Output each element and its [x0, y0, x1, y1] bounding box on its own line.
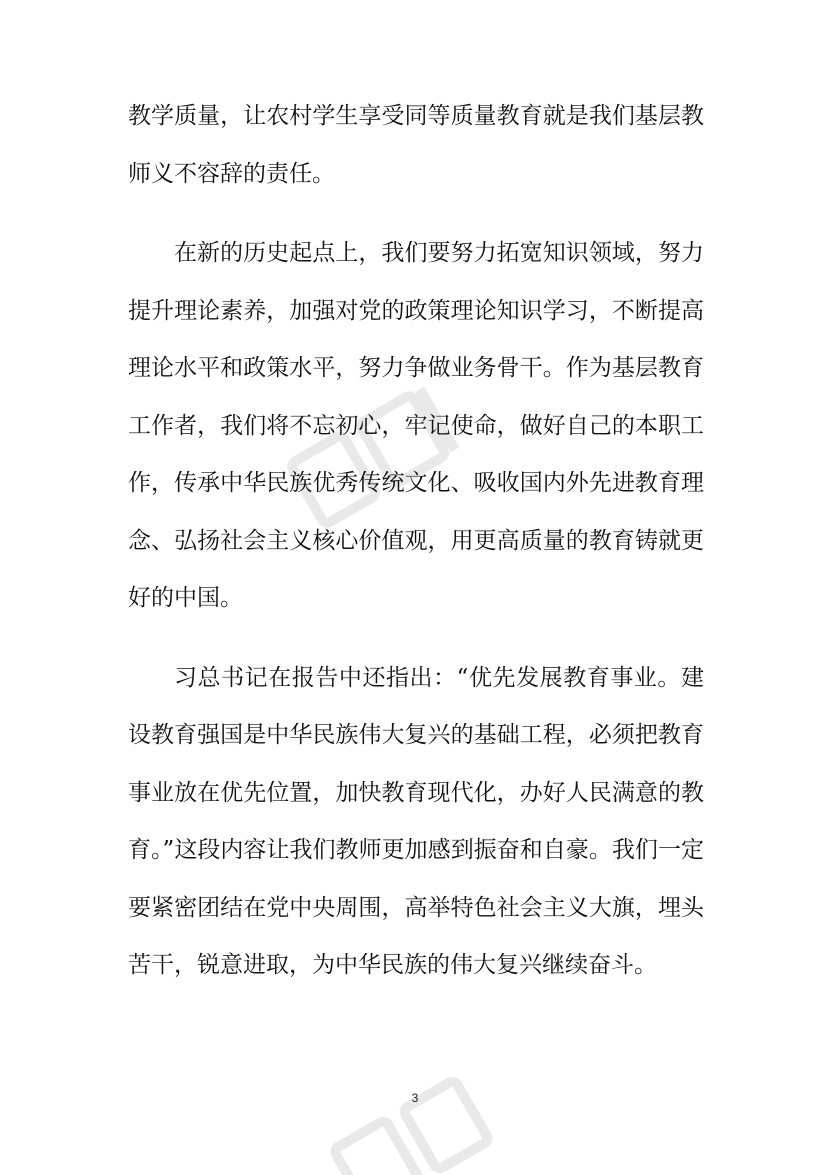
paragraph-3: 习总书记在报告中还指出：“优先发展教育事业。建设教育强国是中华民族伟大复兴的基础工程，必须把教育事业放在优先位置，加快教育现代化，办好人民满意的教育。”这段内容让我们教师更加感到振奋和自豪。我们一定要紧密团结在党中央周围，高举特色社会主义大旗，埋头苦干，锐意进取，为中华民族的伟大复兴继续奋斗。 — [128, 664, 704, 978]
paragraph-2: 在新的历史起点上，我们要努力拓宽知识领域，努力提升理论素养，加强对党的政策理论知识学习，不断提高理论水平和政策水平，努力争做业务骨干。作为基层教育工作者，我们将不忘初心，牢记使命，做好自己的本职工作，传承中华民族优秀传统文化、吸收国内外先进教育理念、弘扬社会主义核心价值观，用更高质量的教育铸就更好的中国。 — [128, 240, 704, 611]
document-body — [128, 88, 704, 1017]
page-number: 3 — [411, 1091, 419, 1105]
paragraph-1: 教学质量，让农村学生享受同等质量教育就是我们基层教师义不容辞的责任。 — [128, 103, 704, 187]
